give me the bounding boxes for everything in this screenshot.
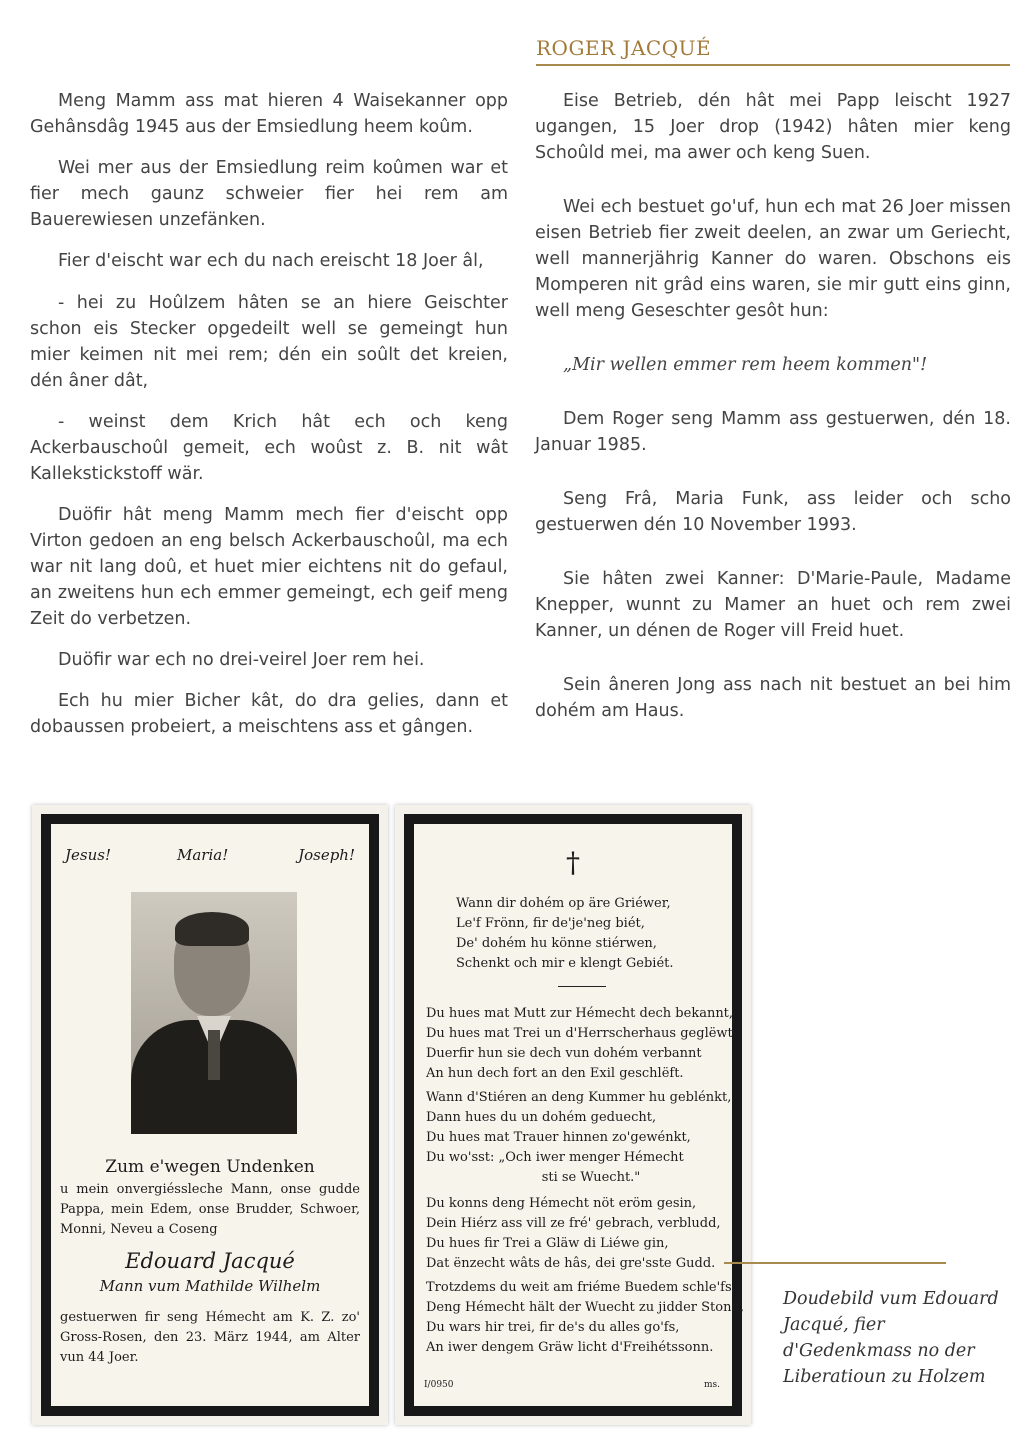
card-black-border: [41, 814, 379, 1416]
quote: „Mir wellen emmer rem heem kommen"!: [563, 355, 928, 375]
invocation-row: [65, 846, 355, 870]
paragraph: Meng Mamm ass mat hieren 4 Waisekanner opp Gehânsdâg 1945 aus der Emsiedlung heem koûm.: [30, 91, 508, 137]
poem-stanza: Du konns deng Hémecht nöt eröm gesin, Dein Hiérz ass vill ze fré' gebrach, verbludd, Du hues fir Trei a Gläw di Liéwe gin, Dat ënzecht wâts de hâs, dei gre'sste Gudd.: [426, 1196, 721, 1271]
death-details: gestuerwen fir seng Hémecht am K. Z. zo' Gross-Rosen, den 23. März 1944, am Alter vun 44 Joer.: [60, 1310, 360, 1365]
portrait-photo: [131, 892, 297, 1134]
paragraph: Duöfir hât meng Mamm mech fier d'eischt opp Virton gedoen an eng belsch Ackerbauschoûl, ma ech war nit lang doû, et huet mier eichtens nit do gefaul, an zweitens hun ech emmer gemeingt, ech geif meng Zeit do verbetzen.: [30, 505, 508, 629]
paragraph: Dem Roger seng Mamm ass gestuerwen, dén 18. Januar 1985.: [535, 409, 1011, 455]
print-code: I/0950: [424, 1380, 454, 1390]
paragraph: Eise Betrieb, dén hât mei Papp leischt 1927 ugangen, 15 Joer drop (1942) hâten mier keng Schoûld mei, ma awer och keng Suen.: [535, 91, 1011, 163]
poem-stanza: Trotzdems du weit am friéme Buedem schle'fs, Deng Hémecht hält der Wuecht zu jidder Stonn, Du wars hir trei, fir de's du alles go'fs, An iwer dengem Gräw licht d'Freihétssonn.: [426, 1280, 744, 1355]
invocation-maria: Maria!: [177, 846, 229, 864]
poem-stanza: Du hues mat Mutt zur Hémecht dech bekannt, Du hues mat Trei un d'Herrscherhaus geglëwt, Duerfir hun sie dech vun dohém verbannt An hun dech fort an den Exil geschlëft.: [426, 1006, 737, 1081]
heading-text: ROGER JACQUÉ: [536, 36, 712, 60]
cross-icon: †: [566, 846, 580, 879]
poem-stanza: Wann d'Stiéren an deng Kummer hu geblénkt, Dann hues du un dohém geduecht, Du hues mat Trauer hinnen zo'gewénkt, Du wo'sst: „Och iwer menger Hémecht sti se Wuecht.": [426, 1090, 732, 1185]
memorial-card-front: [32, 805, 388, 1425]
invocation-joseph: Joseph!: [298, 846, 355, 864]
caption-pointer-line: [724, 1262, 946, 1264]
paragraph: Seng Frâ, Maria Funk, ass leider och scho gestuerwen dén 10 November 1993.: [535, 489, 1011, 535]
paragraph: - weinst dem Krich hât ech och keng Ackerbauschoûl gemeit, ech woûst z. B. nit wât Kallekstickstoff wär.: [30, 412, 508, 484]
memorial-title: Zum e'wegen Undenken: [105, 1157, 315, 1177]
paragraph: Fier d'eischt war ech du nach ereischt 18 Joer âl,: [58, 251, 484, 271]
poem-stanza: Wann dir dohém op äre Griéwer, Le'f Frönn, fir de'je'neg biét, De' dohém hu könne stiérwen, Schenkt och mir e klengt Gebiét.: [456, 896, 674, 971]
paragraph: Wei mer aus der Emsiedlung reim koûmen war et fier mech gaunz schweier fier hei rem am Bauerewiesen unzefänken.: [30, 158, 508, 230]
deceased-name: Edouard Jacqué: [125, 1249, 295, 1273]
section-heading: [536, 36, 1010, 66]
paragraph: - hei zu Hoûlzem hâten se an hiere Geischter schon eis Stecker opgedeilt well se gemeingt hun mier keimen nit mei rem; dén ein soûlt det kreien, dén âner dât,: [30, 293, 508, 391]
memorial-card-back: [395, 805, 751, 1425]
memorial-text: [51, 1154, 369, 1368]
paragraph: Sein âneren Jong ass nach nit bestuet an bei him dohém am Haus.: [535, 675, 1011, 721]
image-caption: Doudebild vum Edouard Jacqué, fier d'Gedenkmass no der Liberatioun zu Holzem: [783, 1289, 999, 1387]
spouse-line: Mann vum Mathilde Wilhelm: [99, 1277, 321, 1295]
paragraph: Ech hu mier Bicher kât, do dra gelies, dann et dobaussen probeiert, a meischtens ass et gângen.: [30, 691, 508, 737]
left-text-column: [30, 88, 508, 740]
paragraph: Sie hâten zwei Kanner: D'Marie-Paule, Madame Knepper, wunnt zu Mamer an huet och rem zwei Kanner, un dénen de Roger vill Freid huet.: [535, 569, 1011, 641]
divider-line: [558, 986, 606, 987]
card-black-border: [404, 814, 742, 1416]
printer-mark: ms.: [703, 1380, 720, 1390]
memorial-dedication: u mein onvergiéssleche Mann, onse gudde Pappa, mein Edem, onse Brudder, Schwoer, Monni, Neveu a Coseng: [60, 1182, 360, 1237]
invocation-jesus: Jesus!: [65, 846, 111, 864]
right-text-column: [535, 88, 1011, 724]
paragraph: Wei ech bestuet go'uf, hun ech mat 26 Joer missen eisen Betrieb fier zweit deelen, an zwar um Geriecht, well mannerjährig Kanner do waren. Obschons eis Momperen nit grâd eins waren, sie mir gutt eins ginn, well meng Geseschter gesôt hun:: [535, 197, 1011, 321]
paragraph: Duöfir war ech no drei-veirel Joer rem hei.: [58, 650, 425, 670]
